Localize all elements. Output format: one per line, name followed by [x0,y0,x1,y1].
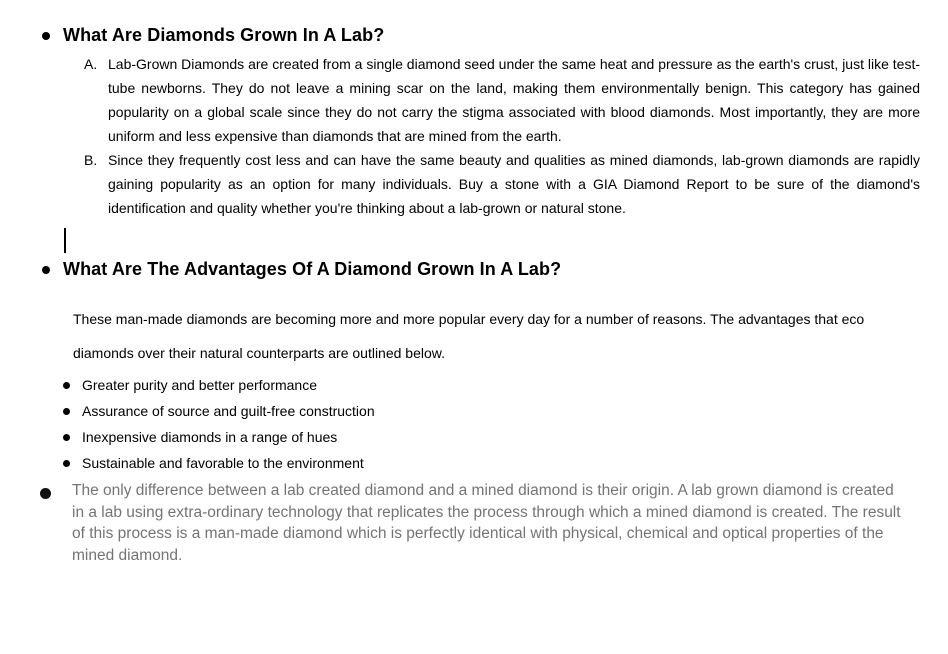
bullet-icon [63,382,70,389]
advantage-text[interactable]: Sustainable and favorable to the environment [82,455,364,471]
note-text[interactable]: The only difference between a lab created diamond and a mined diamond is their origin. A lab grown diamond is created in a lab using extra-ordinary technology that replicates the process through which a mined diamond is created. The result of this process is a man-made diamond which is perfectly identical with physical, chemical and optical properties of the mined diamond. [72,482,901,565]
section-1-heading-row [42,24,384,47]
bullet-icon [42,266,50,274]
lettered-list [84,52,920,220]
intro-line-2[interactable]: diamonds over their natural counterparts are outlined below. [73,345,445,361]
list-marker-b: B. [84,152,98,168]
list-item [63,398,763,424]
intro-line-1[interactable]: These man-made diamonds are becoming more and more popular every day for a number of reasons. The advantages that eco [73,311,865,327]
list-item-b [84,148,920,220]
bullet-icon [63,460,70,467]
intro-paragraph[interactable] [73,302,913,370]
bullet-icon [63,408,70,415]
section-2-heading[interactable]: What Are The Advantages Of A Diamond Grown In A Lab? [63,259,562,279]
list-item-a-text[interactable]: Lab-Grown Diamonds are created from a single diamond seed under the same heat and pressure as the earth's crust, just like test-tube newborns. They do not leave a mining scar on the land, making them environmentally benign. This category has gained popularity on a global scale since they do not carry the stigma associated with blood diamonds. Most importantly, they are more uniform and less expensive than diamonds that are mined from the earth. [108,56,920,144]
advantage-text[interactable]: Assurance of source and guilt-free construction [82,403,375,419]
advantage-text[interactable]: Inexpensive diamonds in a range of hues [82,429,338,445]
list-item [63,372,763,398]
section-1-heading[interactable]: What Are Diamonds Grown In A Lab? [63,25,385,45]
bullet-icon [63,434,70,441]
list-item [63,424,763,450]
text-cursor [64,228,66,253]
bullet-icon [42,32,50,40]
advantage-text[interactable]: Greater purity and better performance [82,377,318,393]
note-list-item [40,480,910,567]
bullet-icon [40,488,51,499]
list-marker-a: A. [84,56,98,72]
list-item-a [84,52,920,148]
section-2-heading-row [42,258,561,281]
advantages-list [63,372,763,476]
list-item-b-text[interactable]: Since they frequently cost less and can have the same beauty and qualities as mined diamonds, lab-grown diamonds are rapidly gaining popularity as an option for many individuals. Buy a stone with a GIA Diamond Report to be sure of the diamond's identification and quality whether you're thinking about a lab-grown or natural stone. [108,152,920,216]
list-item [63,450,763,476]
